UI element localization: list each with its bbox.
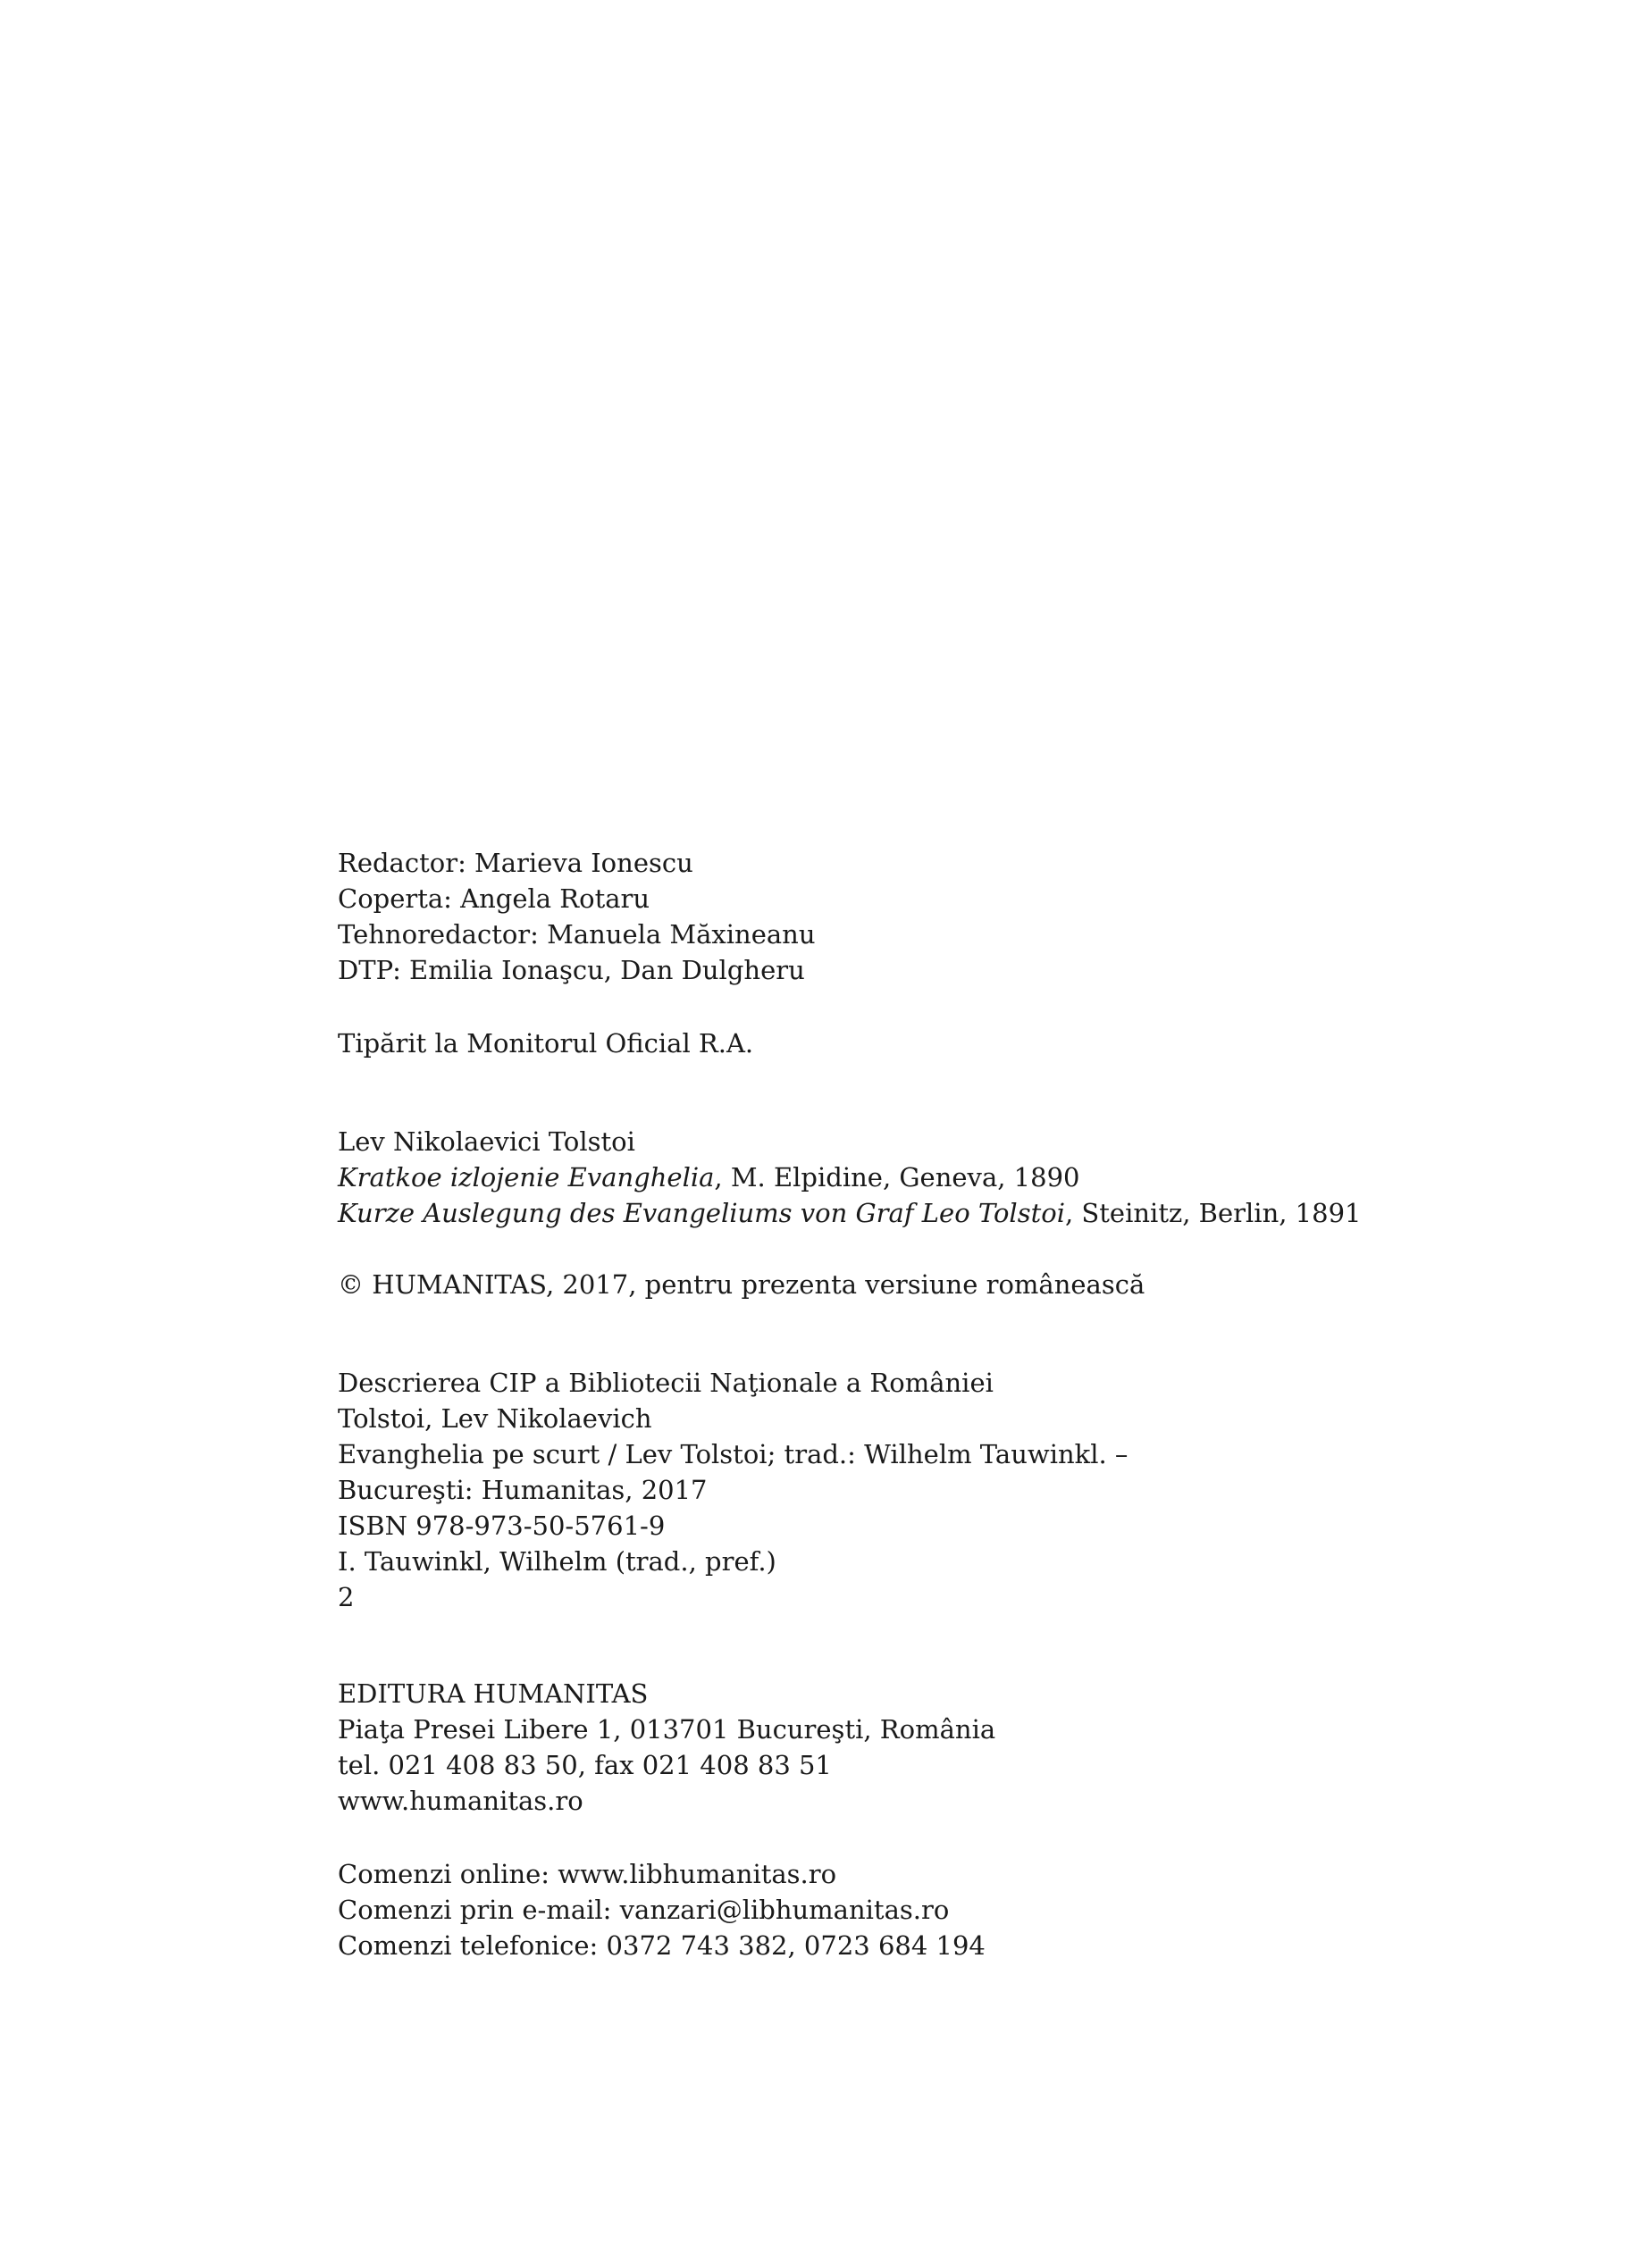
printer-line: Tipărit la Monitorul Oficial R.A. — [338, 1028, 754, 1059]
credits-block — [338, 845, 816, 988]
original-edition-2 — [338, 1195, 1362, 1231]
orders-phone: Comenzi telefonice: 0372 743 382, 0723 684 194 — [338, 1930, 986, 1961]
cip-author: Tolstoi, Lev Nikolaevich — [338, 1403, 652, 1434]
cover-credit: Coperta: Angela Rotaru — [338, 883, 650, 914]
edition-1-title: Kratkoe izlojenie Evanghelia — [338, 1162, 715, 1193]
original-edition-1 — [338, 1159, 1362, 1195]
orders-block — [338, 1856, 986, 1963]
copyright-block — [338, 1267, 1145, 1302]
cip-block — [338, 1365, 1128, 1615]
cip-class: 2 — [338, 1582, 355, 1612]
publisher-phone: tel. 021 408 83 50, fax 021 408 83 51 — [338, 1750, 832, 1780]
cip-heading: Descrierea CIP a Bibliotecii Naţionale a României — [338, 1368, 994, 1398]
dtp-credit: DTP: Emilia Ionaşcu, Dan Dulgheru — [338, 955, 805, 985]
cip-imprint: Bucureşti: Humanitas, 2017 — [338, 1475, 708, 1505]
edition-2-imprint: , Steinitz, Berlin, 1891 — [1064, 1198, 1362, 1228]
editor-credit: Redactor: Marieva Ionescu — [338, 848, 693, 878]
publisher-name: EDITURA HUMANITAS — [338, 1678, 649, 1709]
copyright-line: © HUMANITAS, 2017, pentru prezenta versiune românească — [338, 1269, 1145, 1300]
edition-2-title: Kurze Auslegung des Evangeliums von Graf Leo Tolstoi — [338, 1198, 1065, 1228]
original-editions-block — [338, 1124, 1362, 1231]
publisher-address: Piaţa Presei Libere 1, 013701 Bucureşti, România — [338, 1714, 996, 1745]
cip-isbn: ISBN 978-973-50-5761-9 — [338, 1511, 666, 1541]
printer-block — [338, 1025, 753, 1061]
publisher-block — [338, 1676, 995, 1819]
orders-email: Comenzi prin e-mail: vanzari@libhumanitas.ro — [338, 1895, 950, 1925]
original-author: Lev Nikolaevici Tolstoi — [338, 1126, 635, 1157]
edition-1-imprint: , M. Elpidine, Geneva, 1890 — [714, 1162, 1080, 1193]
techeditor-credit: Tehnoredactor: Manuela Măxineanu — [338, 919, 816, 950]
cip-title: Evanghelia pe scurt / Lev Tolstoi; trad.: Wilhelm Tauwinkl. – — [338, 1439, 1128, 1469]
publisher-web: www.humanitas.ro — [338, 1786, 583, 1816]
orders-online: Comenzi online: www.libhumanitas.ro — [338, 1859, 837, 1889]
cip-contributor: I. Tauwinkl, Wilhelm (trad., pref.) — [338, 1546, 776, 1577]
